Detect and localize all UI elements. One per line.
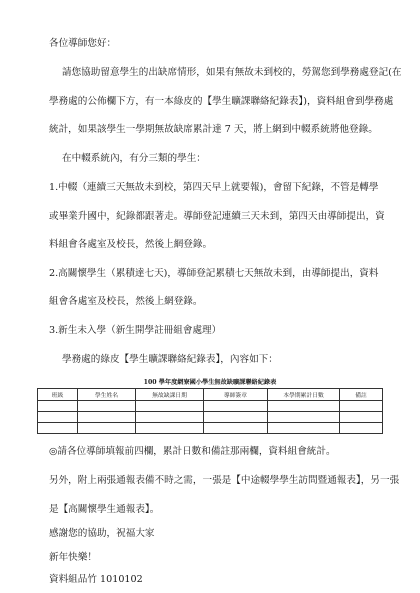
list-item: 3.新生未入學（新生開學註冊組會處理） — [49, 325, 222, 336]
table-cell — [340, 412, 383, 423]
list-item: 2.高關懷學生（累積達七天)，導師登記累積七天無故未到，由導師提出，資料 — [49, 268, 379, 279]
body-line: 學務處的綠皮【學生曠課聯絡紀錄表】，內容如下： — [62, 354, 278, 365]
greeting: 各位導師您好： — [49, 38, 117, 49]
body-line: 另外，附上兩張通報表備不時之需，一張是【中途輟學學生訪問暨通報表】，另一張 — [49, 475, 400, 486]
table-header-cell: 班級 — [38, 389, 78, 401]
table-cell — [136, 412, 204, 423]
body-line: 統計，如果該學生一學期無故缺席累計達 7 天，將上網到中輟系統將他登錄。 — [49, 124, 378, 135]
table-cell — [204, 412, 268, 423]
table-cell — [78, 423, 136, 434]
table-cell — [340, 423, 383, 434]
table-cell — [78, 412, 136, 423]
body-line: 學務處的公佈欄下方，有一本綠皮的【學生曠課聯絡紀錄表】)，資料組會到學務處 — [49, 96, 394, 107]
table-title: 100 學年度網寮國小學生無故缺曠課聯絡紀錄表 — [143, 379, 277, 386]
list-item: 1.中輟（連續三天無故未到校，第四天早上就要報)，會留下紀錄，不管是轉學 — [49, 182, 379, 193]
closing-line: 感謝您的協助，祝福大家 — [49, 528, 155, 539]
record-table — [37, 388, 383, 434]
table-cell — [136, 423, 204, 434]
table-cell — [268, 401, 340, 412]
table-header-cell: 導師簽章 — [204, 389, 268, 401]
body-line: 請您協助留意學生的出缺席情形，如果有無故未到校的，勞駕您到學務處登記(在 — [62, 67, 402, 78]
table-header-cell: 備註 — [340, 389, 383, 401]
table-cell — [204, 423, 268, 434]
table-cell — [340, 401, 383, 412]
body-line: 料組會各處室及校長，然後上網登錄。 — [49, 239, 213, 250]
table-cell — [204, 401, 268, 412]
table-cell — [38, 412, 78, 423]
body-line: 或畢業升國中，紀錄都跟著走。導師登記連續三天未到，第四天由導師提出，資 — [49, 211, 385, 222]
signature: 資料組品竹 1010102 — [49, 574, 143, 585]
table-header-cell: 學生姓名 — [78, 389, 136, 401]
table-header-cell: 本學期累計日數 — [268, 389, 340, 401]
table-cell — [268, 423, 340, 434]
table-cell — [78, 401, 136, 412]
table-header-row — [38, 389, 383, 401]
table-cell — [136, 401, 204, 412]
table-cell — [268, 412, 340, 423]
table-row — [38, 423, 383, 434]
body-line: 在中輟系統內，有分三類的學生： — [62, 153, 206, 164]
table-header-cell: 無故缺課日期 — [136, 389, 204, 401]
table-cell — [38, 423, 78, 434]
body-line: 是【高關懷學生通報表】。 — [49, 504, 160, 515]
table-row — [38, 412, 383, 423]
closing-greeting: 新年快樂！ — [49, 552, 97, 563]
table-row — [38, 401, 383, 412]
note-line: ◎請各位導師填報前四欄，累計日數和備註那兩欄，資料組會統計。 — [49, 446, 336, 457]
table-cell — [38, 401, 78, 412]
body-line: 組會各處室及校長，然後上網登錄。 — [49, 296, 203, 307]
